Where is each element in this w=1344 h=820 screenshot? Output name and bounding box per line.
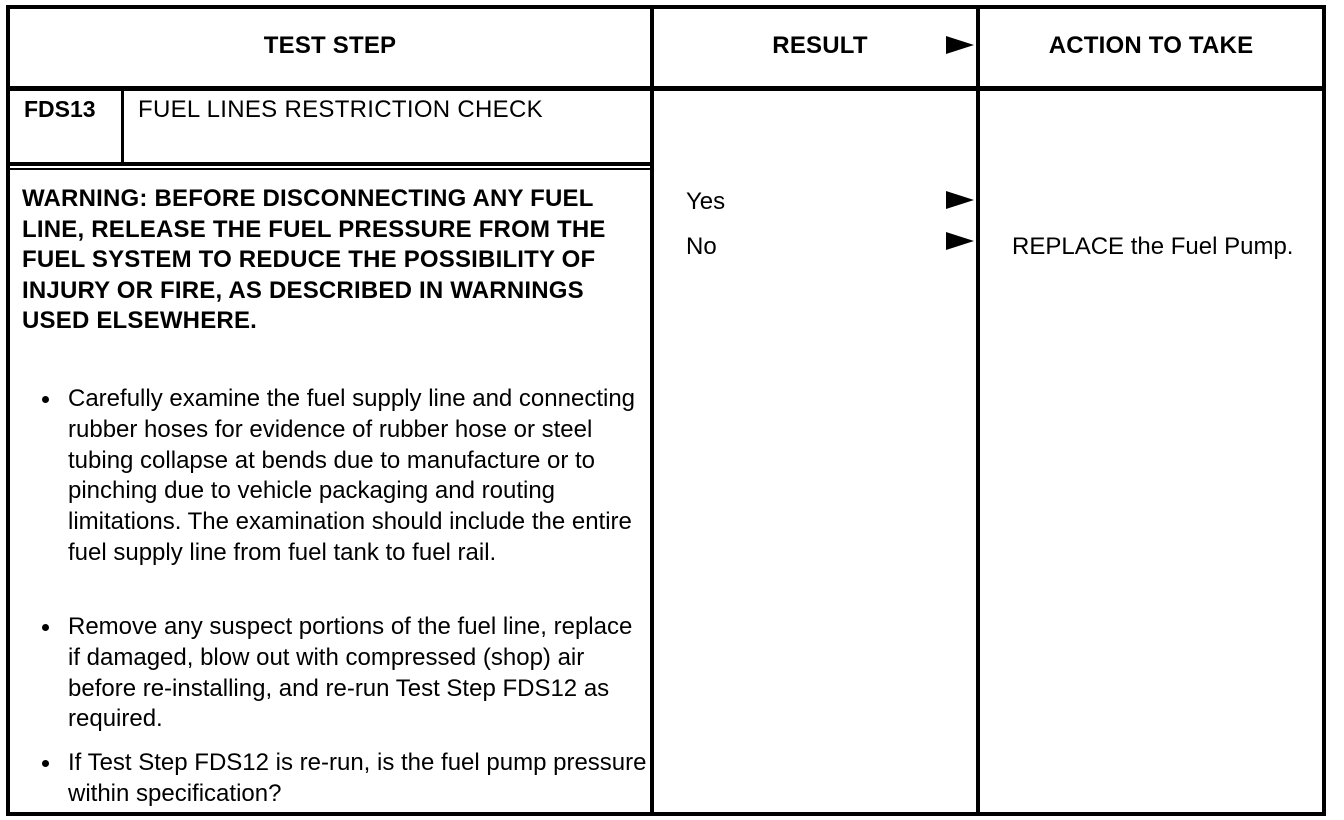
action-no-text: REPLACE the Fuel Pump.: [1012, 233, 1294, 260]
frame-right-border: [1322, 5, 1326, 815]
list-item-text: Carefully examine the fuel supply line and connecting rubber hoses for evidence of rubber hose or steel tubing collapse at bends due to manufacture or to pinching due to vehicle packaging and routing limitations. The examination should include the entire fuel supply line from fuel tank to fuel rail.: [68, 385, 636, 566]
step-title: FUEL LINES RESTRICTION CHECK: [138, 96, 543, 123]
frame-top-border: [6, 5, 1326, 9]
header-action-to-take: ACTION TO TAKE: [1048, 32, 1254, 59]
bullet-dot-icon: [42, 396, 49, 403]
step-id: FDS13: [24, 96, 96, 122]
column-divider-test-result: [650, 5, 654, 815]
frame-bottom-border: [6, 812, 1326, 816]
step-header-bottom-border: [6, 162, 652, 166]
column-divider-result-action: [976, 5, 980, 815]
frame-left-border: [6, 5, 10, 815]
result-no-label: No: [686, 233, 717, 260]
header-test-step: TEST STEP: [263, 32, 397, 59]
list-item-text: Remove any suspect portions of the fuel line, replace if damaged, blow out with compressed (shop) air before re-installing, and re-run Test Step FDS12 as required.: [68, 613, 633, 733]
result-yes-label: Yes: [686, 188, 726, 215]
list-item-text: If Test Step FDS12 is re-run, is the fuel pump pressure within specification?: [68, 749, 647, 807]
bullet-dot-icon: [42, 624, 49, 631]
list-item: [38, 384, 648, 569]
bullet-dot-icon: [42, 760, 49, 767]
result-no-arrow-icon: [946, 232, 974, 250]
header-arrow-icon: [946, 36, 974, 54]
step-body-top-border: [6, 168, 652, 170]
header-result: RESULT: [772, 32, 868, 59]
warning-text: WARNING: BEFORE DISCONNECTING ANY FUEL LINE, RELEASE THE FUEL PRESSURE FROM THE FUEL SYSTEM TO REDUCE THE POSSIBILITY OF INJURY OR FIRE, AS DESCRIBED IN WARNINGS USED ELSEWHERE.: [22, 185, 606, 334]
result-yes-arrow-icon: [946, 191, 974, 209]
step-id-divider: [121, 89, 124, 165]
header-bottom-border: [6, 86, 1326, 91]
list-item: [38, 748, 648, 810]
list-item: [38, 612, 648, 735]
